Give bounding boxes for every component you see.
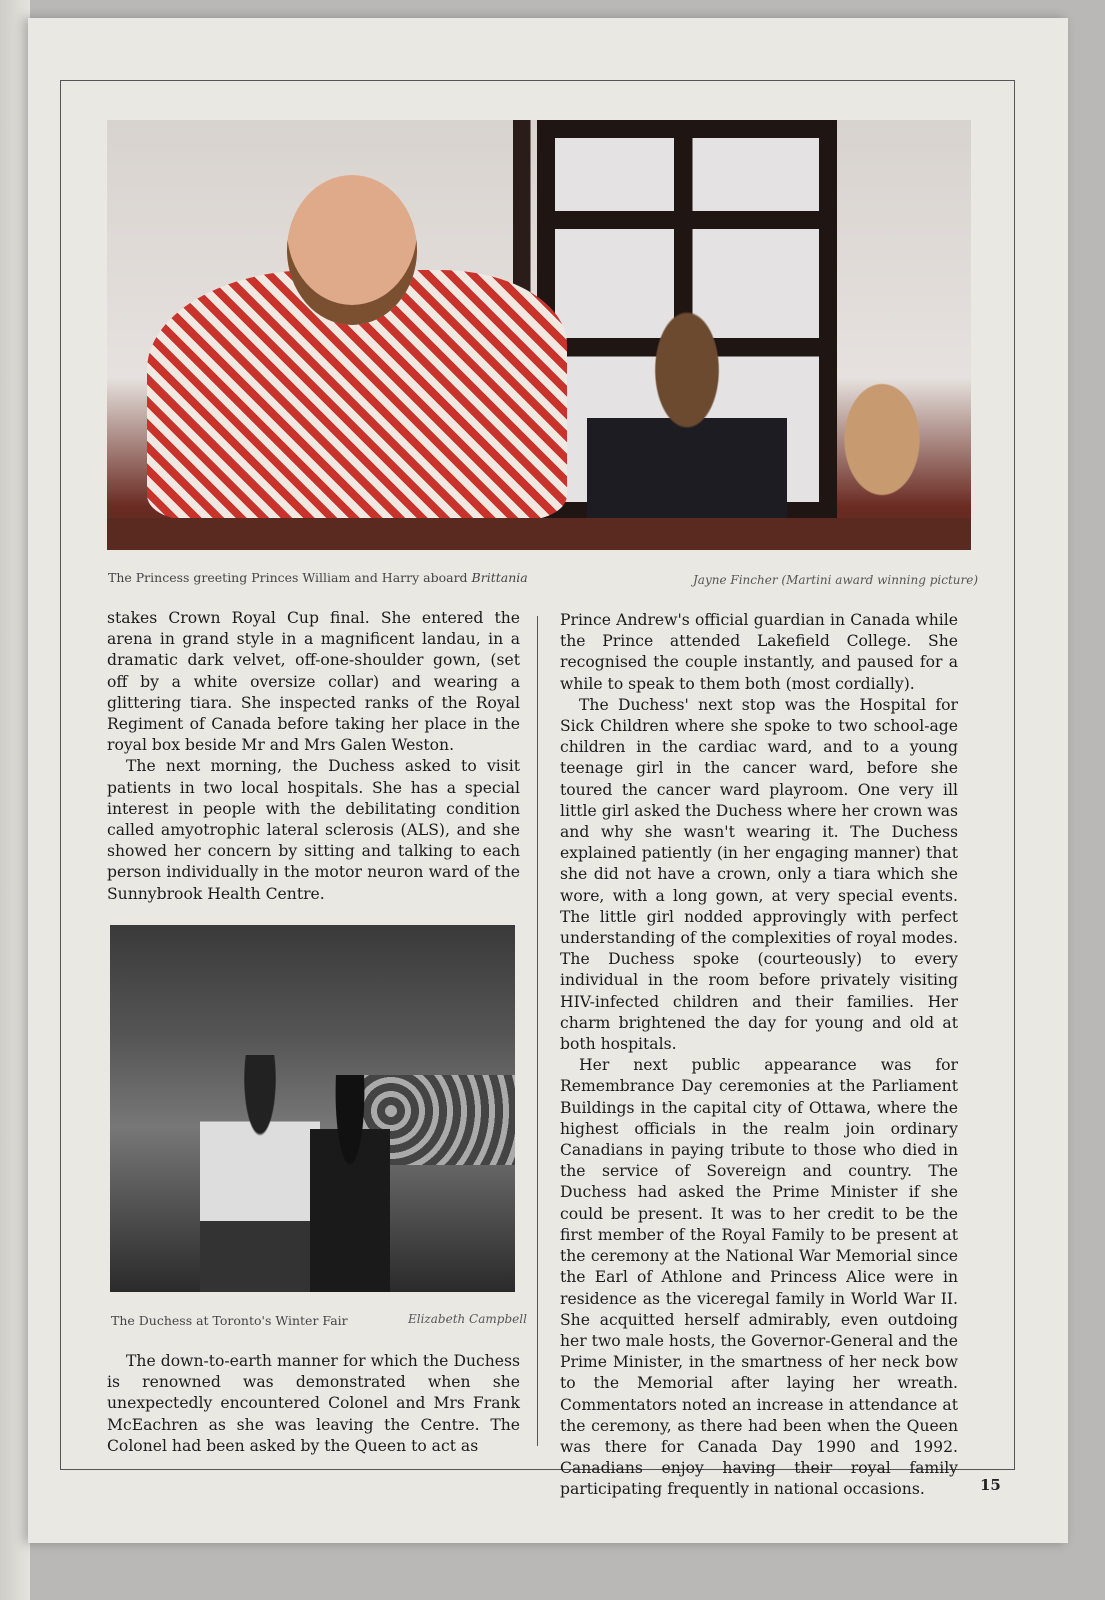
right-column	[560, 610, 958, 1501]
magazine-page	[28, 18, 1068, 1543]
left-column-bottom	[107, 1351, 520, 1457]
previous-page-edge	[0, 0, 30, 1600]
paragraph: The down-to-earth manner for which the Duchess is renowned was demonstrated when she unexpectedly encountered Colonel and Mrs Frank McEachren as she was leaving the Centre. The Colonel had been asked by the Queen to act as	[107, 1352, 520, 1455]
left-column-top	[107, 608, 520, 905]
photo-princess-greeting-princes	[107, 120, 971, 550]
photo1-credit: Jayne Fincher (Martini award winning picture)	[693, 573, 979, 587]
photo2-caption: The Duchess at Toronto's Winter Fair	[111, 1313, 348, 1328]
paragraph: The next morning, the Duchess asked to visit patients in two local hospitals. She has a special interest in people with the debilitating condition called amyotrophic lateral sclerosis (ALS), and she showed her concern by sitting and talking to each person individually in the motor neuron ward of the Sunnybrook Health Centre.	[107, 757, 520, 903]
paragraph: Her next public appearance was for Remembrance Day ceremonies at the Parliament Buildings in the capital city of Ottawa, where the highest officials in the realm join ordinary Canadians in paying tribute to those who died in the service of Sovereign and country. The Duchess had asked the Prime Minister if she could be present. It was to her credit to be the first member of the Royal Family to be present at the ceremony at the National War Memorial since the Earl of Athlone and Princess Alice were in residence as the viceregal family in World War II. She acquitted herself admirably, even outdoing her two male hosts, the Governor-General and the Prime Minister, in the smartness of her neck bow to the Memorial after laying her wreath. Commentators noted an increase in attendance at the ceremony, as there had been when the Queen was there for Canada Day 1990 and 1992. Canadians enjoy having their royal family participating frequently in national occasions.	[560, 1056, 958, 1499]
paragraph: Prince Andrew's official guardian in Canada while the Prince attended Lakefield College. She recognised the couple instantly, and paused for a while to speak to them both (most cordially).	[560, 611, 958, 693]
photo2-credit: Elizabeth Campbell	[408, 1312, 527, 1326]
photo-duchess-winter-fair	[110, 925, 515, 1292]
paragraph: stakes Crown Royal Cup final. She entered the arena in grand style in a magnificent landau, in a dramatic dark velvet, off-one-shoulder gown, (set off by a white oversize collar) and wearing a glittering tiara. She inspected ranks of the Royal Regiment of Canada before taking her place in the royal box beside Mr and Mrs Galen Weston.	[107, 609, 520, 755]
photo1-caption: The Princess greeting Princes William and Harry aboard Brittania	[108, 570, 528, 585]
paragraph: The Duchess' next stop was the Hospital for Sick Children where she spoke to two school-age children in the cardiac ward, and to a young teenage girl in the cancer ward, before she toured the cancer ward playroom. One very ill little girl asked the Duchess where her crown was and why she wasn't wearing it. The Duchess explained patiently (in her engaging manner) that she did not have a crown, only a tiara which she wore, with a long gown, at very special events. The little girl nodded approvingly with perfect understanding of the complexities of royal modes. The Duchess spoke (courteously) to every individual in the room before privately visiting HIV-infected children and their families. Her charm brightened the day for young and old at both hospitals.	[560, 695, 958, 1054]
column-divider	[537, 616, 538, 1446]
page-number: 15	[980, 1476, 1001, 1494]
